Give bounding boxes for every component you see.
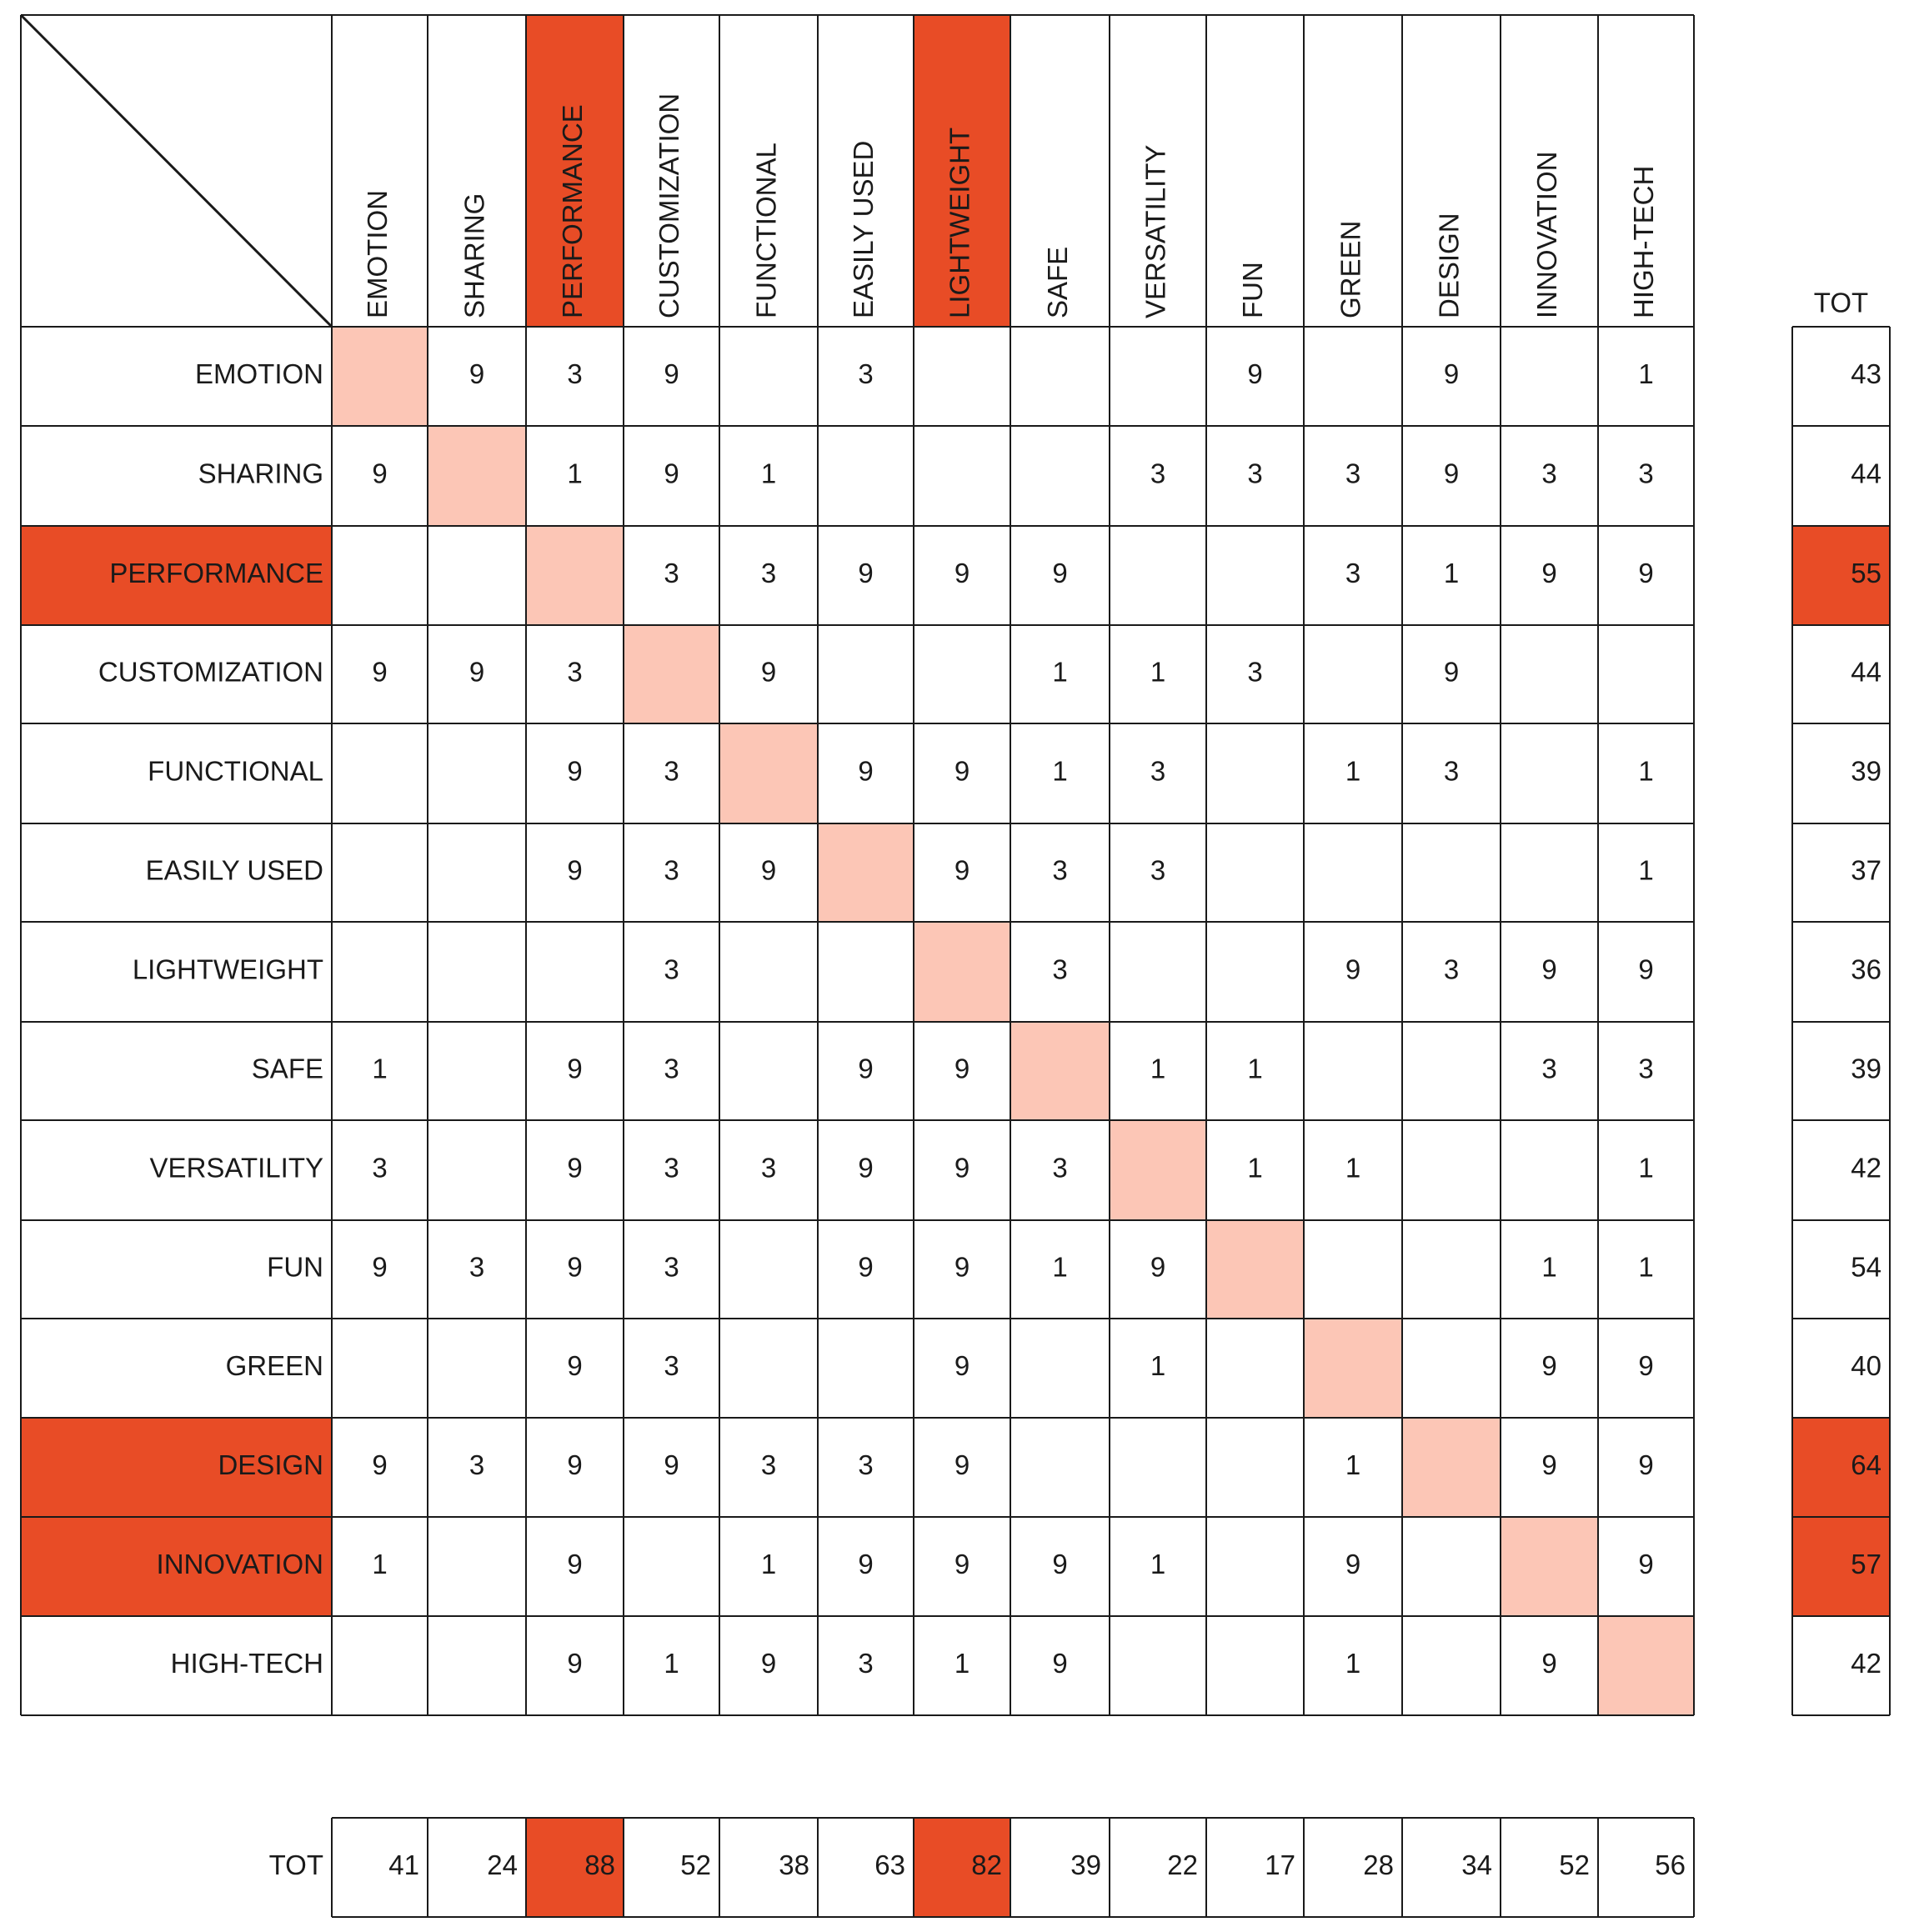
cell-value: 9 [1541,1350,1557,1382]
cell-value: 1 [1150,656,1166,688]
cell-value: 9 [858,755,874,787]
diagonal-cell [818,823,914,922]
cell-value: 9 [567,1251,583,1283]
cell-value: 9 [954,854,970,886]
row-total-value: 54 [1851,1251,1881,1283]
cell-value: 3 [1247,458,1263,489]
cell-value: 1 [1052,1251,1068,1283]
column-total-value: 24 [487,1849,518,1881]
row-label: FUNCTIONAL [148,755,323,787]
diagonal-cell [719,723,818,823]
row-total-value: 55 [1851,558,1881,589]
cell-value: 9 [1443,458,1460,489]
column-total-value: 38 [779,1849,809,1881]
cell-value: 3 [1541,458,1557,489]
column-header: DESIGN [1433,213,1465,318]
row-total-value: 40 [1851,1350,1881,1382]
diagonal-cell [1304,1319,1402,1418]
cell-value: 3 [1052,854,1068,886]
cell-value: 1 [1345,1648,1361,1679]
diagonal-cell [1402,1418,1501,1517]
cell-value: 9 [858,1251,874,1283]
diagonal-cell [332,327,428,426]
diagonal-cell [1501,1517,1598,1616]
cell-value: 9 [567,1053,583,1084]
column-total-value: 22 [1167,1849,1198,1881]
cell-value: 9 [664,358,679,390]
column-header: VERSATILITY [1140,144,1171,318]
cell-value: 9 [372,1449,388,1481]
diagonal-cell [1110,1120,1206,1220]
row-total-value: 42 [1851,1152,1881,1184]
column-header: LIGHTWEIGHT [944,127,975,318]
diagonal-cell [914,922,1010,1022]
cell-value: 1 [760,1549,777,1580]
cell-value: 1 [664,1648,679,1679]
cell-value: 3 [1150,458,1166,489]
cell-value: 1 [1638,1152,1654,1184]
cell-value: 9 [1638,953,1654,985]
column-header: CUSTOMIZATION [654,93,685,318]
cell-value: 3 [1345,458,1361,489]
cell-value: 3 [1052,1152,1068,1184]
cell-value: 9 [954,755,970,787]
row-label: EASILY USED [145,854,323,886]
cell-value: 9 [567,1152,583,1184]
cell-value: 1 [1150,1350,1166,1382]
cell-value: 9 [1150,1251,1166,1283]
cell-value: 9 [468,656,485,688]
cell-value: 9 [372,458,388,489]
column-header: FUN [1237,262,1269,318]
row-total-value: 39 [1851,1053,1881,1084]
cell-value: 9 [858,1152,874,1184]
cell-value: 3 [1052,953,1068,985]
cell-value: 1 [567,458,583,489]
cell-value: 9 [664,1449,679,1481]
cell-value: 1 [372,1549,388,1580]
cell-value: 3 [1345,558,1361,589]
column-header: INNOVATION [1531,151,1563,318]
column-header: FUNCTIONAL [750,143,782,318]
cell-value: 9 [664,458,679,489]
cell-value: 9 [1247,358,1263,390]
column-total-value: 52 [680,1849,711,1881]
cell-value: 3 [372,1152,388,1184]
cell-value: 9 [858,558,874,589]
column-header: PERFORMANCE [557,104,589,318]
cell-value: 3 [858,358,874,390]
row-total-value: 64 [1851,1449,1881,1481]
row-label: DESIGN [218,1449,323,1481]
cell-value: 1 [1247,1152,1263,1184]
column-total-value: 52 [1559,1849,1590,1881]
column-total-value: 82 [971,1849,1002,1881]
cell-value: 9 [1052,1648,1068,1679]
cell-value: 3 [567,656,583,688]
diagonal-cell [1206,1220,1304,1319]
diagonal-cell [1010,1022,1110,1120]
cell-value: 3 [567,358,583,390]
row-label: CUSTOMIZATION [98,656,323,688]
row-total-value: 57 [1851,1549,1881,1580]
cell-value: 1 [1345,1449,1361,1481]
cell-value: 9 [1052,1549,1068,1580]
cell-value: 9 [567,755,583,787]
row-label: EMOTION [195,358,323,390]
cell-value: 9 [1638,558,1654,589]
cell-value: 9 [1541,1648,1557,1679]
cell-value: 9 [1345,1549,1361,1580]
cell-value: 3 [858,1449,874,1481]
cell-value: 1 [760,458,777,489]
column-header: HIGH-TECH [1628,165,1660,318]
cell-value: 9 [1052,558,1068,589]
column-total-value: 34 [1461,1849,1492,1881]
column-total-value: 41 [388,1849,419,1881]
cell-value: 3 [664,953,679,985]
cell-value: 3 [664,755,679,787]
cell-value: 3 [664,1053,679,1084]
cell-value: 9 [954,1152,970,1184]
cell-value: 3 [1638,1053,1654,1084]
column-header: EMOTION [362,190,393,318]
column-header: GREEN [1335,220,1366,318]
row-total-value: 36 [1851,953,1881,985]
cell-value: 3 [858,1648,874,1679]
column-total-value: 17 [1265,1849,1295,1881]
cell-value: 3 [1638,458,1654,489]
cell-value: 9 [468,358,485,390]
cell-value: 1 [372,1053,388,1084]
cell-value: 9 [372,1251,388,1283]
column-total-value: 56 [1655,1849,1686,1881]
row-total-value: 44 [1851,656,1881,688]
cell-value: 3 [1150,755,1166,787]
cell-value: 9 [1541,953,1557,985]
cell-value: 1 [1052,755,1068,787]
cell-value: 3 [664,1251,679,1283]
cell-value: 3 [664,854,679,886]
column-header: SAFE [1042,246,1074,318]
cell-value: 9 [954,1449,970,1481]
cell-value: 1 [1638,358,1654,390]
cell-value: 3 [664,1152,679,1184]
cell-value: 1 [1247,1053,1263,1084]
cell-value: 9 [567,1648,583,1679]
column-total-value: 63 [874,1849,905,1881]
row-label: VERSATILITY [149,1152,323,1184]
cell-value: 3 [1150,854,1166,886]
diagonal-cell [428,426,526,526]
cell-value: 3 [664,558,679,589]
cell-value: 9 [760,1648,777,1679]
cell-value: 3 [1247,656,1263,688]
cell-value: 1 [1150,1053,1166,1084]
column-header: SHARING [458,193,490,318]
cell-value: 1 [1052,656,1068,688]
cell-value: 1 [1345,755,1361,787]
cell-value: 9 [1443,656,1460,688]
cell-value: 9 [858,1549,874,1580]
cell-value: 3 [1443,953,1460,985]
diagonal-cell [526,526,624,625]
row-total-value: 39 [1851,755,1881,787]
column-total-value: 28 [1363,1849,1394,1881]
cell-value: 1 [1638,854,1654,886]
column-total-value: 88 [584,1849,615,1881]
row-total-value: 37 [1851,854,1881,886]
cell-value: 3 [760,1152,777,1184]
cell-value: 9 [567,854,583,886]
cell-value: 9 [567,1449,583,1481]
cell-value: 1 [1345,1152,1361,1184]
row-label: LIGHTWEIGHT [132,953,323,985]
row-total-value: 44 [1851,458,1881,489]
row-total-value: 43 [1851,358,1881,390]
cell-value: 9 [954,1053,970,1084]
cell-value: 9 [567,1350,583,1382]
cell-value: 9 [567,1549,583,1580]
cell-value: 1 [954,1648,970,1679]
cell-value: 9 [954,1549,970,1580]
diagonal-cell [1598,1616,1694,1715]
diagonal-cell [624,625,719,723]
cell-value: 9 [1345,953,1361,985]
row-total-value: 42 [1851,1648,1881,1679]
cell-value: 9 [1638,1549,1654,1580]
column-total-value: 39 [1070,1849,1101,1881]
cell-value: 9 [954,1251,970,1283]
cell-value: 9 [1443,358,1460,390]
row-label: SHARING [198,458,323,489]
cell-value: 9 [954,1350,970,1382]
row-label: GREEN [225,1350,323,1382]
row-label: FUN [267,1251,323,1283]
cell-value: 9 [954,558,970,589]
cell-value: 9 [1541,1449,1557,1481]
column-total-label: TOT [268,1849,323,1881]
cell-value: 1 [1150,1549,1166,1580]
cell-value: 1 [1541,1251,1557,1283]
cell-value: 3 [468,1449,485,1481]
column-header: EASILY USED [848,140,879,318]
cell-value: 9 [1541,558,1557,589]
row-label: SAFE [251,1053,323,1084]
cell-value: 9 [760,854,777,886]
row-label: HIGH-TECH [170,1648,323,1679]
cell-value: 9 [372,656,388,688]
cell-value: 9 [1638,1350,1654,1382]
cell-value: 3 [664,1350,679,1382]
row-label: PERFORMANCE [109,558,323,589]
cell-value: 3 [468,1251,485,1283]
cell-value: 3 [1541,1053,1557,1084]
cell-value: 1 [1443,558,1460,589]
cell-value: 1 [1638,755,1654,787]
cell-value: 9 [760,656,777,688]
row-label: INNOVATION [156,1549,323,1580]
cell-value: 9 [1638,1449,1654,1481]
cell-value: 1 [1638,1251,1654,1283]
cell-value: 3 [1443,755,1460,787]
cell-value: 3 [760,558,777,589]
cell-value: 9 [858,1053,874,1084]
cell-value: 3 [760,1449,777,1481]
header-corner-diagonal [21,15,332,327]
row-total-header: TOT [1813,287,1869,318]
